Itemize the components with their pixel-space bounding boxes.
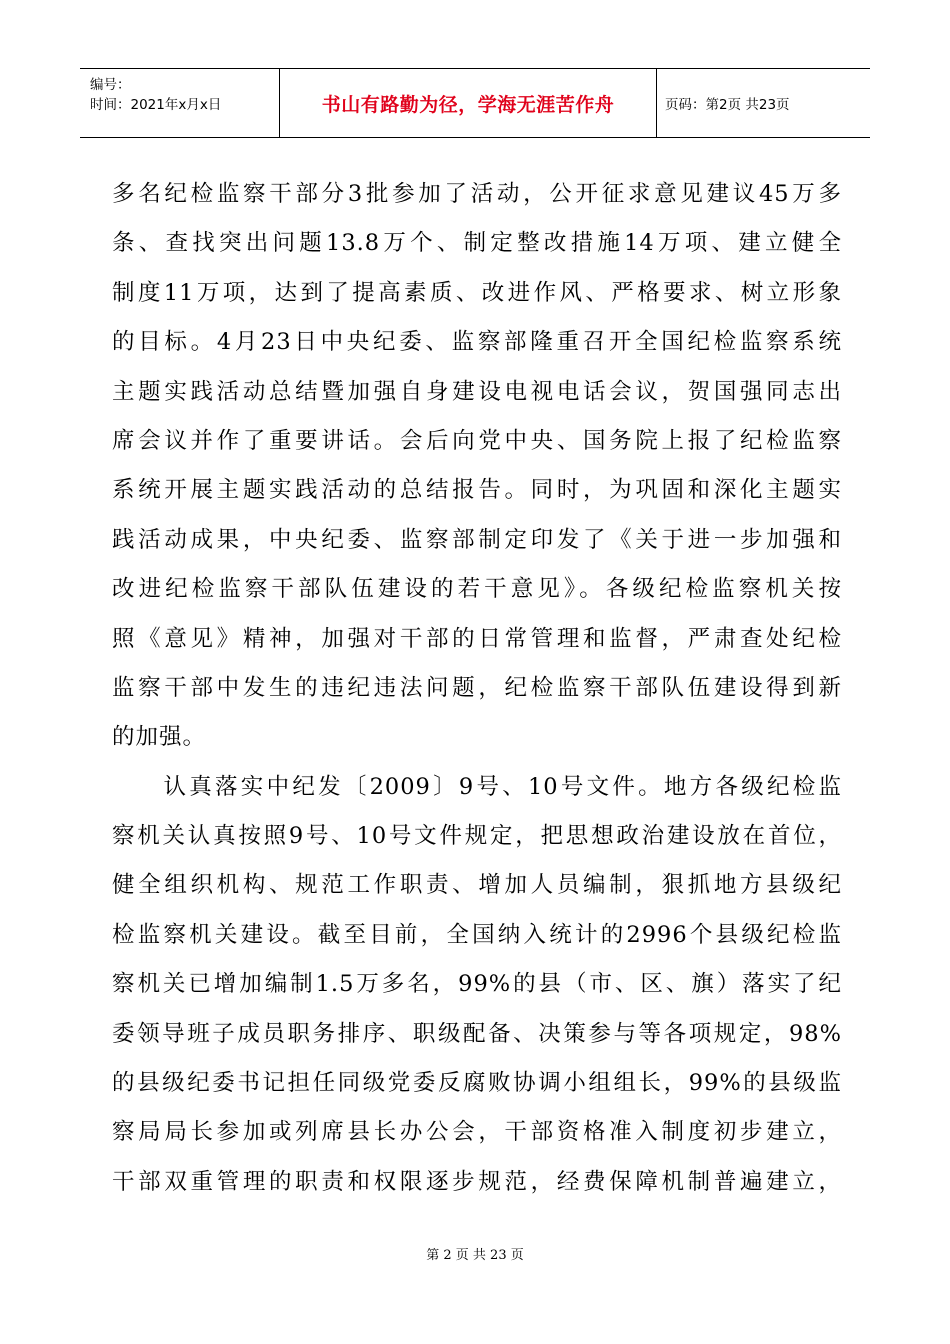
body-line: 的县级纪委书记担任同级党委反腐败协调小组组长，99%的县级监 xyxy=(112,1070,842,1097)
body-line: 系统开展主题实践活动的总结报告。同时，为巩固和深化主题实 xyxy=(112,477,842,504)
body-line: 主题实践活动总结暨加强自身建设电视电话会议，贺国强同志出 xyxy=(112,378,842,405)
body-line: 多名纪检监察干部分3批参加了活动，公开征求意见建议45万多 xyxy=(112,181,842,207)
body-line: 检监察机关建设。截至目前，全国纳入统计的2996个县级纪检监 xyxy=(112,921,842,948)
body-line: 制度11万项，达到了提高素质、改进作风、严格要求、树立形象 xyxy=(112,279,842,306)
body-line: 条、查找突出问题13.8万个、制定整改措施14万项、建立健全 xyxy=(112,230,842,257)
body-line: 照《意见》精神，加强对干部的日常管理和监督，严肃查处纪检 xyxy=(112,625,842,652)
body-line: 干部双重管理的职责和权限逐步规范，经费保障机制普遍建立， xyxy=(112,1168,842,1195)
document-body xyxy=(112,170,842,1207)
document-time-label: 时间：2021年x月x日 xyxy=(90,97,222,113)
header-motto: 书山有路勤为径，学海无涯苦作舟 xyxy=(280,69,657,137)
body-line: 认真落实中纪发〔2009〕9号、10号文件。地方各级纪检监 xyxy=(112,773,842,800)
body-line: 的目标。4月23日中央纪委、监察部隆重召开全国纪检监察系统 xyxy=(112,329,842,356)
body-line: 的加强。 xyxy=(112,724,207,751)
body-line: 改进纪检监察干部队伍建设的若干意见》。各级纪检监察机关按 xyxy=(112,576,842,603)
body-line: 察机关已增加编制1.5万多名，99%的县（市、区、旗）落实了纪 xyxy=(112,971,842,998)
body-line: 委领导班子成员职务排序、职级配备、决策参与等各项规定，98% xyxy=(112,1020,842,1047)
body-line: 察局局长参加或列席县长办公会，干部资格准入制度初步建立， xyxy=(112,1119,842,1146)
body-line: 察机关认真按照9号、10号文件规定，把思想政治建设放在首位， xyxy=(112,823,842,850)
body-line: 健全组织机构、规范工作职责、增加人员编制，狠抓地方县级纪 xyxy=(112,872,842,899)
document-number-label: 编号： xyxy=(90,77,131,93)
page-footer: 第 2 页 共 23 页 xyxy=(426,1248,524,1263)
header-page-info: 页码：第2页 共23页 xyxy=(665,97,790,113)
page-header xyxy=(80,68,870,138)
body-line: 席会议并作了重要讲话。会后向党中央、国务院上报了纪检监察 xyxy=(112,427,842,454)
body-line: 监察干部中发生的违纪违法问题，纪检监察干部队伍建设得到新 xyxy=(112,674,842,701)
body-line: 践活动成果，中央纪委、监察部制定印发了《关于进一步加强和 xyxy=(112,526,842,553)
header-meta xyxy=(80,69,280,137)
